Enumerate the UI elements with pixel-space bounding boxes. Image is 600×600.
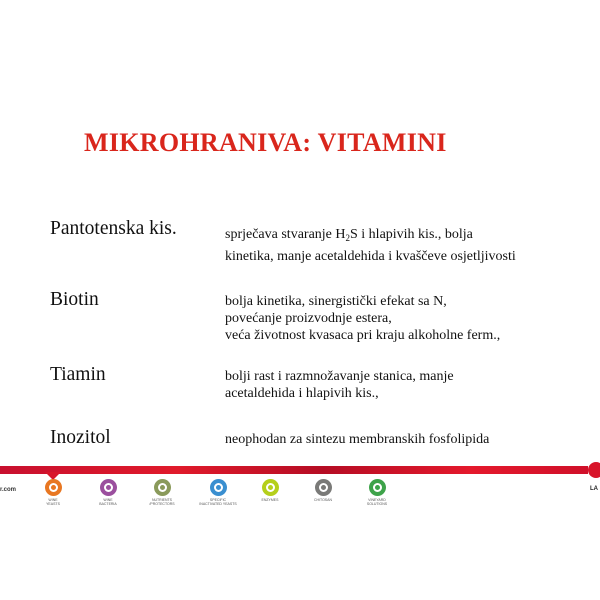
category-label: CHITOSAN <box>313 498 333 502</box>
vitamin-description <box>225 293 500 344</box>
brand-logo-icon <box>588 462 600 478</box>
description-line: povećanje proizvodnje estera, <box>225 311 392 326</box>
category-wine-bacteria <box>86 479 130 506</box>
category-label: NUTRIENTS /PROTECTORS <box>149 498 175 506</box>
description-line: bolji rast i razmnožavanje stanica, manje <box>225 369 454 384</box>
diamond-icon <box>262 479 279 496</box>
category-wine-yeasts <box>31 479 75 506</box>
category-specific-inactivated-yeasts <box>196 479 240 506</box>
category-enzymes <box>248 479 292 502</box>
description-line: bolja kinetika, sinergistički efekat sa N, <box>225 294 447 309</box>
vitamin-term: Biotin <box>50 289 99 310</box>
description-line: sprječava stvaranje $H_2S$ i hlapivih kis., bolja <box>225 227 473 243</box>
clover-icon <box>369 479 386 496</box>
vitamin-description <box>225 222 516 265</box>
drop-icon <box>154 479 171 496</box>
category-chitosan <box>301 479 345 502</box>
footer-red-band <box>0 466 588 474</box>
description-line: acetaldehida i hlapivih kis., <box>225 386 379 401</box>
description-line: kinetika, manje acetaldehida i kvaščeve osjetljivosti <box>225 249 516 264</box>
brand-logo-text: LA <box>590 486 598 492</box>
vitamin-term: Tiamin <box>50 364 106 385</box>
spiral-icon <box>210 479 227 496</box>
category-label: SPECIFIC INACTIVATED YEASTS <box>199 498 237 506</box>
vitamin-description <box>225 368 454 402</box>
category-nutrients <box>140 479 184 506</box>
zero-icon <box>100 479 117 496</box>
category-vineyard-solutions <box>355 479 399 506</box>
category-label: ENZYMES <box>261 498 279 502</box>
target-icon <box>45 479 62 496</box>
footer-website: r.com <box>0 487 17 493</box>
description-line: veća životnost kvasaca pri kraju alkoholne ferm., <box>225 328 501 343</box>
vitamin-description <box>225 431 489 448</box>
category-label: WINE BACTERIA <box>99 498 117 506</box>
ring-icon <box>315 479 332 496</box>
description-line: neophodan za sintezu membranskih fosfolipida <box>225 432 490 447</box>
category-label: VINEYARD SOLUTIONS <box>366 498 388 506</box>
vitamin-term: Pantotenska kis. <box>50 218 177 239</box>
vitamin-term: Inozitol <box>50 427 111 448</box>
slide-title: MIKROHRANIVA: VITAMINI <box>84 128 447 157</box>
category-label: WINE YEASTS <box>46 498 60 506</box>
